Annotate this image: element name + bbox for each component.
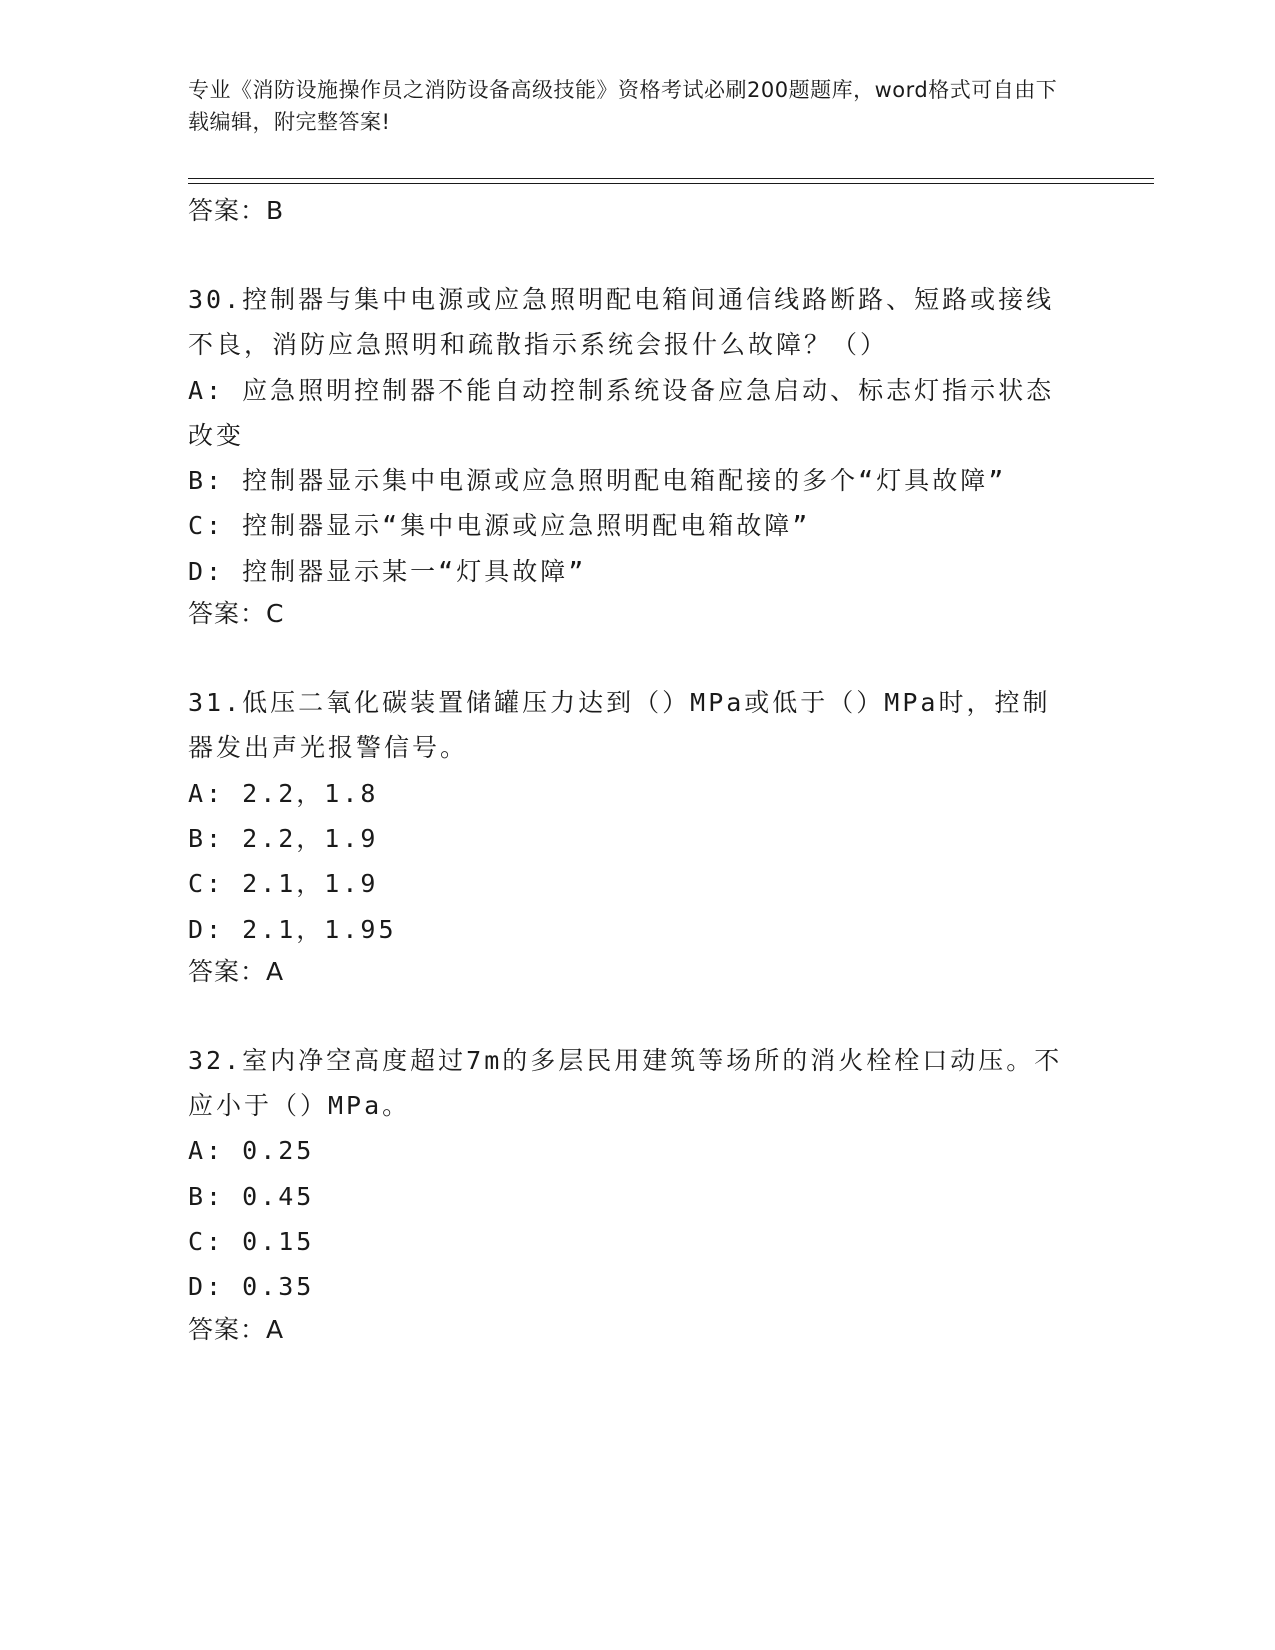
- option-b: B: 控制器显示集中电源或应急照明配电箱配接的多个“灯具故障”: [188, 466, 1007, 496]
- answer-line: 答案：B: [188, 196, 285, 225]
- question-32: [188, 1038, 1088, 1350]
- question-text: 32.室内净空高度超过7m的多层民用建筑等场所的消火栓栓口动压。不应小于（）MPa。: [188, 1045, 1063, 1121]
- option-a: A: 应急照明控制器不能自动控制系统设备应急启动、标志灯指示状态改变: [188, 375, 1055, 450]
- header-rule: [188, 178, 1154, 179]
- option-c: C: 0.15: [188, 1227, 315, 1257]
- header-rule-double: [188, 183, 1154, 184]
- question-30: [188, 277, 1088, 634]
- option-d: D: 控制器显示某一“灯具故障”: [188, 556, 587, 586]
- option-a: A: 0.25: [188, 1136, 315, 1166]
- question-text: 31.低压二氧化碳装置储罐压力达到（）MPa或低于（）MPa时，控制器发出声光报警信号。: [188, 688, 1051, 763]
- answer-line: 答案：A: [188, 1314, 285, 1344]
- option-a: A: 2.2，1.8: [188, 778, 379, 808]
- question-31: [188, 680, 1088, 992]
- question-text: 30.控制器与集中电源或应急照明配电箱间通信线路断路、短路或接线不良，消防应急照明和疏散指示系统会报什么故障？（）: [188, 285, 1055, 360]
- option-d: D: 2.1，1.95: [188, 914, 397, 944]
- answer-line: 答案：C: [188, 599, 285, 629]
- question-list: [188, 191, 1088, 1350]
- option-c: C: 2.1，1.9: [188, 869, 379, 899]
- option-b: B: 0.45: [188, 1181, 315, 1211]
- answer-line: 答案：A: [188, 956, 285, 986]
- option-d: D: 0.35: [188, 1272, 315, 1302]
- option-b: B: 2.2，1.9: [188, 823, 379, 853]
- option-c: C: 控制器显示“集中电源或应急照明配电箱故障”: [188, 511, 811, 541]
- page-header: 专业《消防设施操作员之消防设备高级技能》资格考试必刷200题题库，word格式可自由下载编辑，附完整答案!: [188, 78, 1058, 134]
